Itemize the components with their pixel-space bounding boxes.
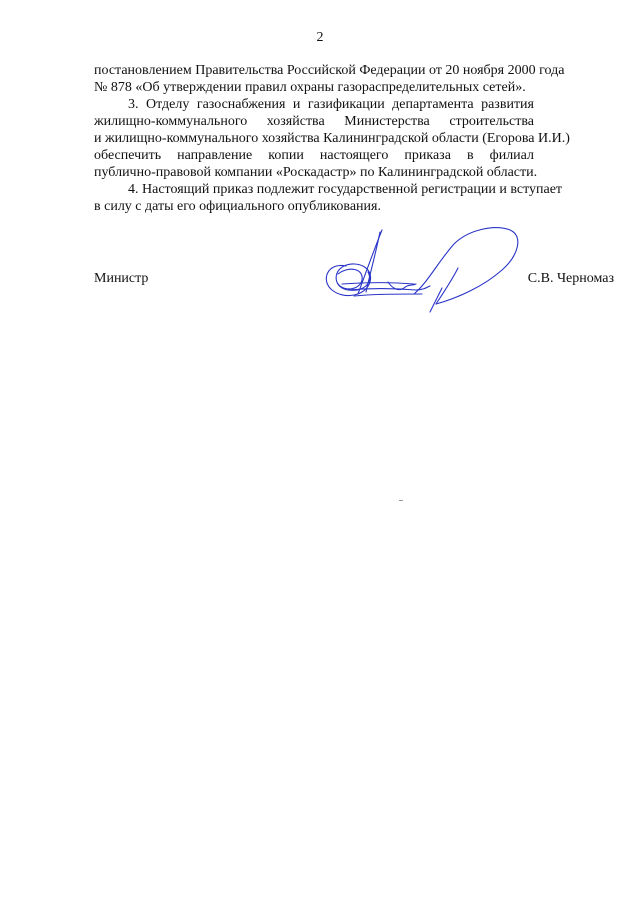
signer-position: Министр — [94, 271, 149, 286]
paragraph-item-3 — [94, 96, 570, 181]
document-body — [94, 62, 570, 215]
signer-name: С.В. Черномаз — [527, 271, 614, 286]
scan-mark — [399, 500, 403, 501]
text-line: жилищно-коммунального хозяйства Министерства строительства — [94, 114, 534, 129]
text-line: публично-правовой компании «Роскадастр» по Калининградской области. — [94, 165, 538, 180]
text-line: 4. Настоящий приказ подлежит государственной регистрации и вступает — [128, 182, 563, 197]
text-line: № 878 «Об утверждении правил охраны газораспределительных сетей». — [94, 80, 526, 95]
signature-strokes — [326, 228, 518, 312]
text-line: 3. Отделу газоснабжения и газификации департамента развития — [128, 97, 534, 112]
text-line: постановлением Правительства Российской Федерации от 20 ноября 2000 года — [94, 63, 565, 78]
handwritten-signature — [318, 222, 528, 314]
text-line: обеспечить направление копии настоящего приказа в филиал — [94, 148, 534, 163]
text-line: в силу с даты его официального опубликования. — [94, 199, 381, 214]
paragraph-continuation — [94, 62, 565, 96]
page-number: 2 — [316, 30, 324, 45]
text-line: и жилищно-коммунального хозяйства Калининградской области (Егорова И.И.) — [94, 131, 570, 146]
paragraph-item-4 — [94, 181, 563, 215]
